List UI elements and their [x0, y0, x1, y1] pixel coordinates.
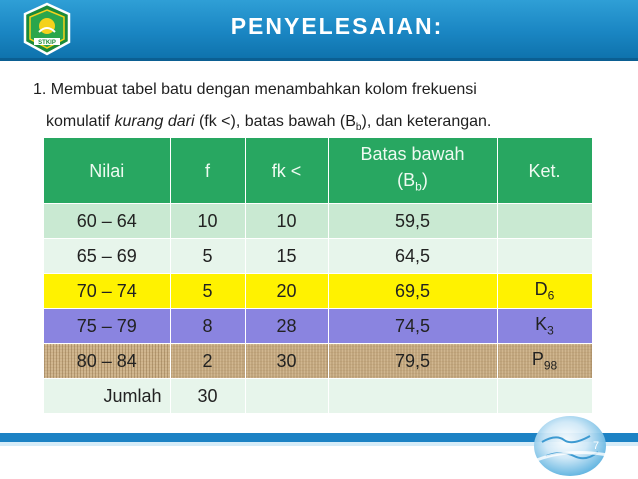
cell-fk: 20: [245, 274, 328, 309]
cell-f: 8: [170, 309, 245, 344]
cell-batas: 79,5: [328, 344, 497, 379]
page-number: 7: [593, 440, 600, 452]
header-f: f: [170, 138, 245, 204]
table-row-highlight-p98: [44, 344, 592, 379]
frequency-table: [44, 138, 593, 414]
header-batas-main: Batas bawah: [360, 144, 465, 165]
ket-letter: D: [534, 279, 548, 300]
cell-nilai: 75 – 79: [44, 309, 170, 344]
cell-fk: 30: [245, 344, 328, 379]
cell-ket: [497, 344, 592, 379]
cell-nilai: 70 – 74: [44, 274, 170, 309]
header-batas-bawah: [328, 138, 497, 204]
cell-empty: [245, 379, 328, 414]
cell-ket: [497, 274, 592, 309]
ket-letter: P: [531, 349, 544, 370]
cell-ket: [497, 239, 592, 274]
table-row: [44, 239, 592, 274]
ket-letter: K: [535, 314, 548, 335]
cell-batas: 69,5: [328, 274, 497, 309]
ket-sub: 98: [543, 358, 558, 373]
instruction-text: [33, 74, 613, 144]
table-row-highlight-d6: [44, 274, 592, 309]
cell-nilai: 60 – 64: [44, 204, 170, 239]
cell-empty: [328, 379, 497, 414]
cell-nilai: 80 – 84: [44, 344, 170, 379]
header-ket: Ket.: [497, 138, 592, 204]
table-row: [44, 204, 592, 239]
cell-ket: [497, 204, 592, 239]
header-fk: fk <: [245, 138, 328, 204]
cell-ket: [497, 309, 592, 344]
header-batas-b: (B: [397, 170, 416, 191]
cell-batas: 64,5: [328, 239, 497, 274]
instruction-subscript: b: [355, 122, 362, 134]
instruction-line-2b: (fk <), batas bawah (B: [194, 113, 356, 130]
table-total-row: [44, 379, 592, 414]
instruction-line-1: [33, 74, 613, 106]
instruction-italic: kurang dari: [114, 113, 195, 130]
cell-fk: 10: [245, 204, 328, 239]
cell-f: 5: [170, 239, 245, 274]
cell-batas: 59,5: [328, 204, 497, 239]
cell-f: 5: [170, 274, 245, 309]
cell-total-f: 30: [170, 379, 245, 414]
cell-total-label: Jumlah: [44, 379, 170, 414]
instruction-line-2a: komulatif: [46, 113, 115, 130]
header-nilai: Nilai: [44, 138, 170, 204]
table-header-row: [44, 138, 592, 204]
logo-text: STKIP: [38, 40, 56, 46]
title-underline: [0, 58, 638, 61]
cell-f: 2: [170, 344, 245, 379]
slide-title: PENYELESAIAN:: [230, 13, 444, 39]
cell-fk: 15: [245, 239, 328, 274]
header-batas-sub: b: [415, 179, 422, 194]
table-row-highlight-k3: [44, 309, 592, 344]
title-bar: [0, 0, 638, 58]
cell-fk: 28: [245, 309, 328, 344]
instruction-line-2c: ), dan keterangan.: [361, 113, 492, 130]
header-batas-close: ): [421, 170, 428, 191]
instruction-number: 1.: [33, 81, 47, 98]
instruction-line-1-text: Membuat tabel batu dengan menambahkan kolom frekuensi: [50, 81, 477, 98]
cell-f: 10: [170, 204, 245, 239]
ket-sub: 3: [547, 323, 554, 338]
cell-nilai: 65 – 69: [44, 239, 170, 274]
globe-decoration-icon: [512, 404, 638, 479]
cell-batas: 74,5: [328, 309, 497, 344]
ket-sub: 6: [547, 288, 555, 303]
